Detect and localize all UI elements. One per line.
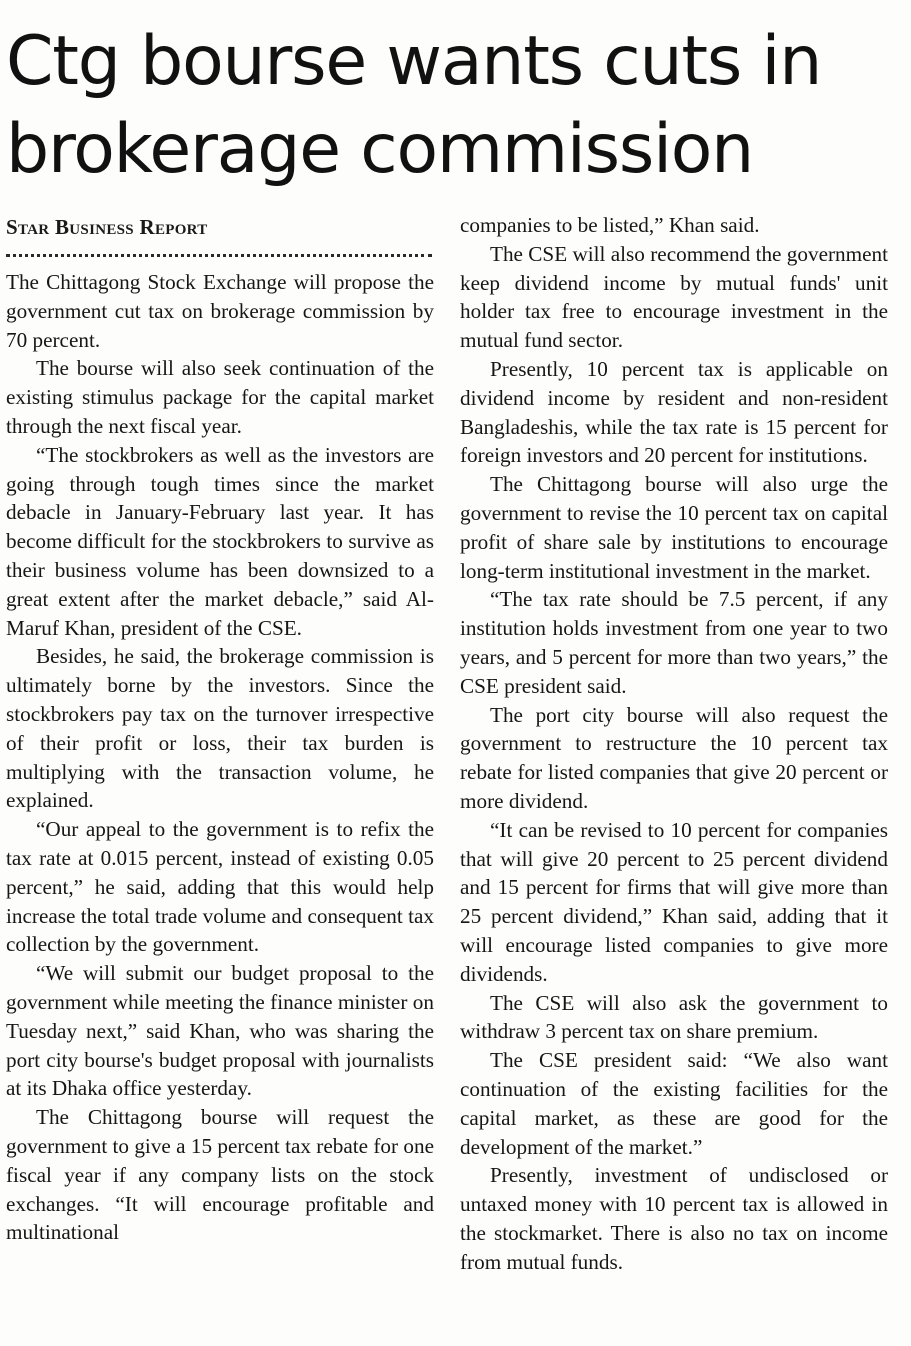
paragraph: “It can be revised to 10 percent for companies that will give 20 percent to 25 percent dividend and 15 percent for firms that will give more than 25 percent dividend,” Khan said, adding that it will encourage listed companies to give more dividends. [460,817,888,986]
paragraph: Presently, 10 percent tax is applicable on dividend income by resident and non-resident Bangladeshis, while the tax rate is 15 percent for foreign investors and 20 percent for institutions. [460,356,888,468]
paragraph: The bourse will also seek continuation of the existing stimulus package for the capital market through the next fiscal year. [6,356,434,438]
paragraph-continued: companies to be listed,” Khan said. [460,213,760,237]
paragraph: “We will submit our budget proposal to the government while meeting the finance minister on Tuesday next,” said Khan, who was sharing the port city bourse's budget proposal with journalists at its Dhaka office yesterday. [6,961,434,1101]
byline: Star Business Report [6,215,208,239]
paragraph: Presently, investment of undisclosed or untaxed money with 10 percent tax is allowed in the stockmarket. There is also no tax on income from mutual funds. [460,1163,888,1274]
paragraph: The Chittagong bourse will also urge the government to revise the 10 percent tax on capital profit of share sale by institutions to encourage long-term institutional investment in the market. [460,472,888,583]
headline: Ctg bourse wants cuts in brokerage commission [6,22,822,189]
paragraph: The CSE president said: “We also want continuation of the existing facilities for the capital market, as these are good for the development of the market.” [460,1048,888,1159]
paragraph: The Chittagong Stock Exchange will propose the government cut tax on brokerage commission by 70 percent. [6,270,434,352]
article-column-right [460,211,888,1276]
paragraph: The CSE will also ask the government to withdraw 3 percent tax on share premium. [460,990,888,1044]
dotted-divider [6,254,432,257]
paragraph: Besides, he said, the brokerage commission is ultimately borne by the investors. Since the stockbrokers pay tax on the turnover irrespective of their profit or loss, their tax burden is multiplying with the transaction volume, he explained. [6,644,434,813]
paragraph: “The stockbrokers as well as the investors are going through tough times since the market debacle in January-February last year. It has become difficult for the stockbrokers to survive as their business volume has been downsized to a great extent after the market debacle,” said Al-Maruf Khan, president of the CSE. [6,442,434,640]
paragraph: The CSE will also recommend the government keep dividend income by mutual funds' unit holder tax free to encourage investment in the mutual fund sector. [460,241,888,353]
paragraph: “Our appeal to the government is to refix the tax rate at 0.015 percent, instead of existing 0.05 percent,” he said, adding that this would help increase the total trade volume and consequent tax collection by the government. [6,817,434,957]
paragraph: The port city bourse will also request the government to restructure the 10 percent tax rebate for listed companies that give 20 percent or more dividend. [460,702,888,813]
article-column-left [6,268,434,1247]
paragraph: The Chittagong bourse will request the government to give a 15 percent tax rebate for one fiscal year if any company lists on the stock exchanges. “It will encourage profitable and multinational [6,1105,434,1245]
paragraph: “The tax rate should be 7.5 percent, if any institution holds investment from one year to two years, and 5 percent for more than two years,” the CSE president said. [460,587,888,698]
